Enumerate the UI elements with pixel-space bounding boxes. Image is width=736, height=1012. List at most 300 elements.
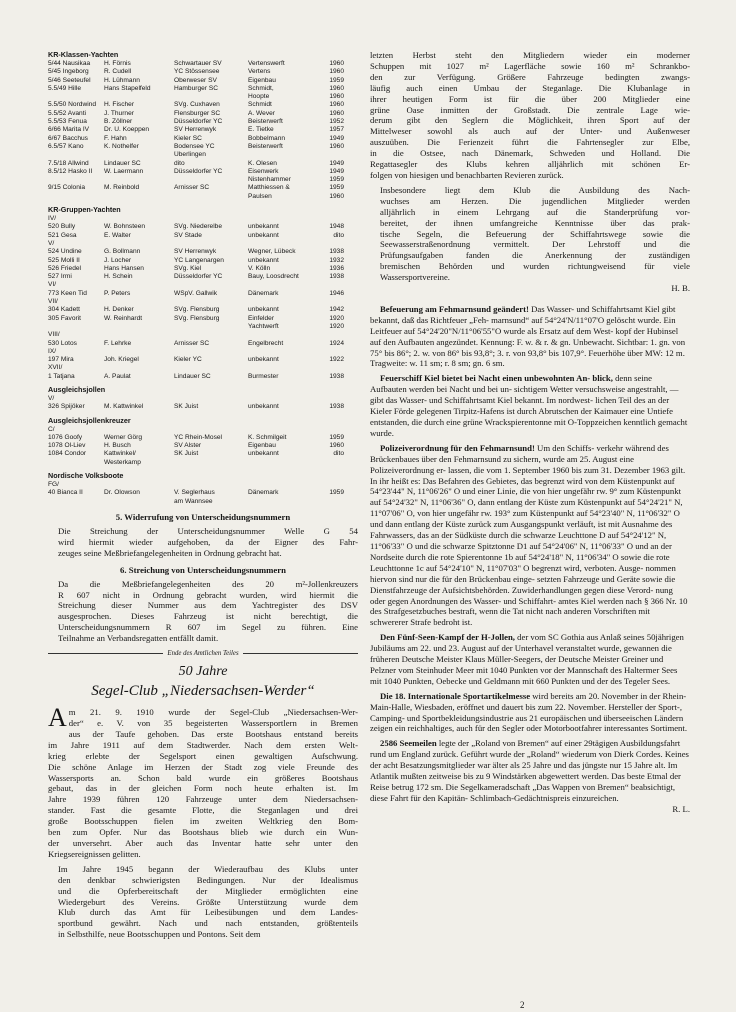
notice-sports-fair: [370, 691, 690, 735]
table-row: [48, 193, 358, 201]
text-line: ihrer heutigen Form ist für die über 200 Mitglieder eine: [370, 93, 690, 104]
text-line: der unversehrt. Aber auch das Inventar hatte sehr unter den: [48, 837, 358, 848]
table-cell: J. Thurner: [104, 109, 134, 117]
table-cell: 1960: [329, 192, 344, 200]
table-cell: Überlingen: [174, 151, 206, 159]
article-title-years: 50 Jahre: [178, 664, 228, 680]
table-cell: [48, 498, 104, 506]
text-line: aus Anlaß seines 50jährigen Jubiläums am 22. und 23. August: [370, 632, 684, 654]
table-cell: M. Kattwinkel: [104, 403, 144, 411]
table-cell: A. Wever: [248, 109, 275, 117]
notice-3-body: [370, 443, 688, 628]
text-line: Küstenpunkt auf 54°24'21" N, 11°07'06" O, von hier ungefähr: [370, 497, 683, 519]
table-cell: Oberweser SV: [174, 76, 217, 84]
table-cell: 524 Undine: [48, 248, 82, 256]
table-row: [48, 434, 358, 442]
table-cell: 1949: [329, 167, 344, 175]
table-cell: SV Stade: [174, 231, 202, 239]
table-cell: W. Laermann: [104, 167, 144, 175]
table-cell: dito: [333, 450, 344, 458]
table-cell: Arnisser SC: [174, 339, 210, 347]
text-line: nommen hiervon sind nur die für den Brückenbau einge-: [370, 562, 676, 584]
table-cell: unbekannt: [248, 403, 279, 411]
text-line: Unterscheidungsnummern R 607 im Segel zu führen. Eine: [58, 622, 358, 633]
table-cell: WSpV. Gallwik: [174, 289, 217, 297]
table-cell: Hoopte: [248, 93, 270, 101]
table-cell: [318, 331, 344, 339]
table-cell: 1960: [329, 142, 344, 150]
article-paragraph-2: [48, 864, 358, 940]
text-line: Um den Schiffs-: [537, 442, 595, 453]
table-cell: Schwartauer SV: [174, 60, 222, 67]
text-line: derum gibt den Seglern die Möglichkeit, ihren Sport auf der: [370, 115, 690, 126]
table-cell: K. Nothelfer: [104, 142, 139, 150]
table-cell: SV Herrenwyk: [174, 126, 217, 134]
table-cell: Vertens: [248, 68, 271, 76]
table-cell: Dänemark: [248, 289, 279, 297]
table-cell: R. Cudell: [104, 68, 132, 76]
table-row: [48, 257, 358, 265]
table-cell: W. Bohnsteen: [104, 223, 146, 231]
text-line: letzten Herbst steht den Mitgliedern wieder ein moderner: [370, 50, 690, 60]
text-line: Da die Meßbriefangelegenheiten des 20 m²-Jollenkreuzers: [58, 578, 358, 589]
table-row: [48, 232, 358, 240]
table-cell: VI/: [48, 281, 57, 289]
table-cell: [104, 215, 174, 223]
table-row: [48, 450, 358, 458]
table-cell: 1938: [329, 403, 344, 411]
text-line: Camping- und Sportbekleidungsindustrie aus 21 europäischen: [370, 712, 586, 723]
table-cell: 1960: [329, 84, 344, 92]
article-continuation-2: [370, 185, 690, 283]
table-cell: VII/: [48, 298, 58, 306]
table-cell: 326 Spijöker: [48, 403, 85, 411]
table-cell: M. Reinbold: [104, 184, 140, 192]
table-cell: 1957: [329, 126, 344, 134]
table-cell: [248, 459, 318, 467]
table-cell: [248, 331, 318, 339]
text-line: folgen von hiesigen und benachbarten Revieren zurück.: [370, 169, 564, 180]
table-row: [48, 60, 358, 68]
notice-3-heading: Polizeiverordnung für den Fehmarnsund!: [380, 442, 535, 453]
text-line: 29tägigen Ausbildungsfahrt rund um England zurück. Geführt: [370, 738, 681, 760]
table-cell: Flensburger SC: [174, 109, 221, 117]
table-cell: XVII/: [48, 364, 63, 372]
text-line: wird von dem Küstenpunkt auf 54°23'44" N, 11°06'26" O und: [370, 475, 675, 497]
end-note-text: Ende des Amtlichen Teiles: [167, 650, 239, 658]
table-cell: [104, 348, 174, 356]
table-cell: Wegner, Lübeck: [248, 248, 296, 256]
table-cell: 1084 Condor: [48, 450, 87, 458]
table-cell: Hans Hansen: [104, 264, 144, 272]
table-row: [48, 135, 358, 143]
table-cell: 1960: [329, 93, 344, 101]
table-cell: [248, 151, 318, 159]
table-cell: A. Paulat: [104, 372, 131, 380]
table-cell: Dr. Olowson: [104, 489, 140, 497]
table-cell: 1078 Ol-Liev: [48, 442, 86, 450]
table-row: [48, 77, 358, 85]
table-cell: 1960: [329, 442, 344, 450]
table-cell: [248, 240, 318, 248]
table-row: [48, 265, 358, 273]
notice-2-heading-cont: blick,: [592, 373, 613, 384]
table-cell: Lindauer SC: [174, 372, 211, 380]
text-line: tische Segeln, die Befeuerung der Schiffahrtswege sowie die: [380, 228, 690, 239]
table-cell: [318, 364, 344, 372]
text-line: von Bremen“ beabsichtigt, diese Fahrt für den Kapitän-: [370, 782, 676, 803]
text-line: und die schwarze Spitztonne D1 auf 54°24'06" N, 11°06'33" O: [412, 540, 634, 551]
text-line: verkehr während des Brückenbaues über den Fehmarnsund: [370, 442, 669, 464]
text-line: gebaut, das in der gleichen Form noch heute erhalten ist. Im: [48, 783, 358, 794]
table-cell: Düsseldorfer YC: [174, 167, 223, 175]
table-cell: [104, 151, 174, 159]
table-row: [48, 176, 358, 184]
text-line: Das Wasser- und: [531, 303, 590, 314]
table-row: [48, 223, 358, 231]
table-cell: Matthiessen &: [248, 184, 290, 192]
table-cell: [248, 348, 318, 356]
table-row: [48, 290, 358, 298]
table-cell: [318, 426, 344, 434]
table-cell: [174, 193, 248, 201]
table-row: [48, 215, 358, 223]
table-cell: 5/45 Ingeborg: [48, 68, 89, 76]
text-line: auf 54°24'20"N/11°06'55"O wurde als Ersatz auf dem West-: [401, 325, 614, 336]
table-cell: Nistenhammer: [248, 176, 291, 184]
section-5-title: 5. Widerrufung von Unterscheidungsnummern: [115, 511, 291, 522]
table-cell: SVg. Flensburg: [174, 314, 220, 322]
table-cell: 525 Molli II: [48, 256, 80, 264]
text-line: bereitet, der ihnen umfangreiche Kenntnisse über das prak-: [380, 217, 690, 228]
article-signature: H. B.: [671, 283, 690, 294]
table-row: [48, 160, 358, 168]
text-line: vor der Mannschaft des Haltermer Sees mit 1040 Punkten, Oebecke: [370, 664, 678, 686]
table-cell: V/: [48, 239, 55, 247]
text-line: und die Opferbereitschaft der Mitglieder ermöglichten eine: [58, 885, 358, 896]
table-row: [48, 426, 358, 434]
table-row: [48, 315, 358, 323]
text-line: R 607 nicht in Ordnung gebracht wurden, wird hiermit die: [58, 589, 358, 600]
notice-6-signature: R. L.: [672, 803, 690, 814]
text-line: stander. Fast die gesamte Flotte, die Steganlagen und drei: [48, 805, 358, 816]
end-of-official-note: [48, 650, 358, 657]
text-line: wuchses am Herzen. Die jugendlichen Mitglieder werden: [380, 195, 690, 206]
table-cell: [48, 323, 104, 331]
table-cell: [174, 281, 248, 289]
table-cell: 1960: [329, 60, 344, 67]
notice-4-heading: Den Fünf-Seen-Kampf der H-Jollen,: [380, 632, 515, 643]
table-cell: 1952: [329, 118, 344, 126]
yacht-register-tables: [48, 50, 358, 506]
text-line: 2. w. von 86° bis 93,8°; 3. r. von 93,8° bis 107,9°. Feuerhöhe: [411, 347, 626, 358]
table-cell: YC Stössensee: [174, 68, 220, 76]
table-row: [48, 184, 358, 192]
table-cell: Joh. Kriegel: [104, 356, 139, 364]
table-cell: Bauy, Loosdrecht: [248, 273, 299, 281]
table-cell: 197 Mira: [48, 356, 74, 364]
table-cell: 1938: [329, 372, 344, 380]
rule-right: [243, 653, 358, 654]
table-cell: [318, 281, 344, 289]
table-row: [48, 240, 358, 248]
text-line: der vom SC Gothia: [517, 632, 585, 643]
text-line: dann entlang der Küste zurück zum Ausgangspunkt verläuft,: [383, 519, 596, 530]
table-cell: Eisenwerk: [248, 167, 279, 175]
table-cell: [248, 298, 318, 306]
table-cell: 1922: [329, 356, 344, 364]
table-cell: YC Rhein-Mosel: [174, 433, 223, 441]
table-row: [48, 151, 358, 159]
table-cell: 1960: [329, 68, 344, 76]
text-line: Greiner und Pelzner vom Steinhuder Meer mit 1040 Punkten: [370, 654, 664, 675]
table-row: [48, 459, 358, 467]
table-cell: V/: [48, 394, 55, 402]
text-line: schwererer Strafe bedroht ist.: [370, 617, 473, 628]
table-cell: 1920: [329, 322, 344, 330]
table-row: [48, 331, 358, 339]
table-cell: [104, 240, 174, 248]
table-cell: E. Walter: [104, 231, 131, 239]
table-row: [48, 356, 358, 364]
notice-6-heading: 2586 Seemeilen: [380, 738, 437, 749]
article-paragraph-1: [48, 703, 358, 860]
table-cell: [248, 395, 318, 403]
table-heading-ausgleich-kreuzer: Ausgleichsjollenkreuzer: [48, 415, 131, 425]
table-cell: dito: [333, 231, 344, 239]
text-line: Die Streichung der Unterscheidungsnummer Welle G 54: [58, 525, 358, 536]
text-line: nung oder gegen Anordnungen des Wasser- und Schiffahrt-: [370, 584, 673, 606]
notice-fehmarnsund-light: [370, 304, 690, 369]
text-line: Seewasserstraßenordnung vermittelt. Der Lehrstoff und die: [380, 239, 690, 250]
table-cell: Bobbelmann: [248, 134, 286, 142]
table-cell: [174, 93, 248, 101]
table-ausgleich-kreuzer: [48, 426, 358, 467]
table-cell: unbekannt: [248, 356, 279, 364]
table-cell: am Wannsee: [174, 497, 213, 505]
text-line: den Segler oder Motorbootfahrer interessantes Sortiment.: [485, 723, 687, 734]
table-cell: H. Lühmann: [104, 76, 140, 84]
text-line: Wassersports an. Schon bald wurde ein größeres Bootshaus: [48, 772, 358, 783]
text-line: wird hiermit wieder aufgehoben, da der Eigner des Fahr-: [58, 536, 358, 547]
table-cell: [248, 481, 318, 489]
table-cell: 1959: [329, 489, 344, 497]
table-cell: F. Hahn: [104, 134, 127, 142]
table-row: [48, 101, 358, 109]
text-line: kopf der Hubinsel auf den Aufbauten angezündet. Kennung:: [370, 325, 679, 347]
text-line: gilt. In ihr heißt es: Das Befahren des Gebietes, das begrenzt: [370, 464, 686, 486]
table-cell: 1959: [329, 433, 344, 441]
table-row: [48, 93, 358, 101]
text-line: lassen, die vom 1. September 1960 bis zum 31. Dezember 1963: [445, 464, 670, 475]
notice-roland-voyage: [370, 738, 690, 803]
table-cell: unbekannt: [248, 223, 279, 231]
table-cell: Kattwinkel/: [104, 450, 136, 458]
right-column: [370, 50, 690, 815]
text-line: Wiedergeburt des Vereins. Größte Unterstützung wurde dem: [58, 896, 358, 907]
table-cell: [104, 193, 174, 201]
table-cell: [104, 93, 174, 101]
table-ausgleich: [48, 395, 358, 412]
text-line: sichtigem Wetter versuchsweise angestrahlt, — gibt das: [370, 384, 679, 406]
table-cell: Eigenbau: [248, 76, 276, 84]
article-title-club: Segel-Club „Niedersachsen-Werder“: [91, 683, 315, 700]
table-row: [48, 481, 358, 489]
table-cell: [318, 395, 344, 403]
text-line: durch die schwarze Leuchttone D auf 54°24'12" N, 11°06'33" O: [370, 530, 667, 551]
table-row: [48, 273, 358, 281]
table-cell: 1942: [329, 306, 344, 314]
table-cell: SV Herrenwyk: [174, 248, 217, 256]
table-kr-klassen: [48, 60, 358, 201]
table-cell: [318, 215, 344, 223]
table-row: [48, 281, 358, 289]
table-cell: 1960: [329, 109, 344, 117]
table-row: [48, 395, 358, 403]
text-line: Prüfungsaufgaben fanden die Anerkennung der zuständigen: [380, 250, 690, 261]
table-cell: K. Schmilgeit: [248, 433, 287, 441]
notice-five-lakes: [370, 632, 690, 687]
text-line: läufig auch einen Umbau der Steganlage. Die Klubanlage in: [370, 82, 690, 93]
table-cell: C/: [48, 425, 55, 433]
table-cell: [48, 93, 104, 101]
table-cell: [48, 176, 104, 184]
text-line: im Jahre 1911 auf dem Stadtwerder. Nach dem ersten Welt-: [48, 739, 358, 750]
table-cell: SVg. Kiel: [174, 264, 202, 272]
table-cell: 1959: [329, 184, 344, 192]
table-cell: V. Kölln: [248, 264, 271, 272]
left-column: [48, 48, 358, 944]
table-cell: 1924: [329, 339, 344, 347]
page-number: 2: [520, 1000, 525, 1010]
table-cell: 5.5/52 Avanti: [48, 109, 87, 117]
text-line: und überseeischen Ländern zeigen ein reichhaltiges, auch für: [370, 712, 684, 734]
text-line: ausgesprochen. Dieses Fahrzeug ist nicht berechtigt, die: [58, 611, 358, 622]
table-cell: [104, 364, 174, 372]
table-cell: [104, 323, 174, 331]
notice-police-regulation: [370, 443, 690, 628]
table-cell: E. Tietke: [248, 126, 274, 134]
table-cell: 304 Kadett: [48, 306, 80, 314]
table-cell: [174, 348, 248, 356]
table-cell: Burmester: [248, 372, 279, 380]
text-line: wurde der „Roland“ wiederum von Dierk Cordes. Keines der: [370, 749, 689, 771]
table-cell: Kieler SC: [174, 134, 202, 142]
text-line: sportbund gewährt. Nach und nach entstanden, größtenteils: [58, 918, 358, 929]
table-heading-ausgleich: Ausgleichsjollen: [48, 384, 106, 394]
section-6-body: [48, 579, 358, 644]
text-line: grüne Oase inmitten der Großstadt. Die zentrale Lage wie-: [370, 104, 690, 115]
text-line: rw. 193° zum Küstenpunkt auf 54°23'40" N, 11°06'32" O und: [370, 508, 680, 530]
table-cell: [318, 481, 344, 489]
table-cell: 1948: [329, 223, 344, 231]
text-line: und an der Nordseite durch die rote Spierentonne 1b auf: [370, 540, 672, 562]
table-cell: 1076 Goofy: [48, 433, 83, 441]
text-line: Reise betrug 172 sm. Die Segelkameradschaft „Das Wappen: [370, 782, 580, 792]
table-row: [48, 143, 358, 151]
text-line: aus der Taufe gehoben. Das erste Bootshaus entstand bereits: [68, 728, 358, 739]
table-cell: F. Lehrke: [104, 339, 132, 347]
text-line: kenntlich gemacht wurde.: [370, 417, 688, 438]
table-cell: IX/: [48, 347, 57, 355]
text-line: lichen Teil des an der Kieler Förde gelegenen Tirpitz-Hafens: [370, 395, 670, 417]
table-cell: Hamburger SC: [174, 84, 218, 92]
text-line: in Selbsthilfe, neue Bootsschuppen und Pontons. Seit dem: [58, 929, 261, 940]
table-cell: Bodensee YC: [174, 142, 215, 150]
table-row: [48, 364, 358, 372]
table-row: [48, 442, 358, 450]
table-cell: [248, 498, 318, 506]
table-cell: 9/15 Colonia: [48, 184, 86, 192]
text-line: der“ e. V. von 35 begeisterten Wassersportlern in Bremen: [68, 718, 358, 729]
text-line: legte der „Roland von Bremen“ auf einer: [438, 738, 582, 749]
table-cell: 8.5/12 Hasko II: [48, 167, 93, 175]
text-line: denn seine Aufbauten werden bei Nacht und bei un-: [370, 373, 652, 395]
table-cell: [104, 395, 174, 403]
table-cell: Eigenbau: [248, 442, 276, 450]
text-line: Aufsichtsbehörden. Zuwiderhandlungen gegen diese Verord-: [440, 584, 654, 595]
table-cell: YC Langenargen: [174, 256, 224, 264]
table-cell: [174, 298, 248, 306]
table-cell: SK Juist: [174, 450, 199, 458]
table-cell: 1949: [329, 134, 344, 142]
text-line: 54°24'18" N, 11°06'34" O sowie die rote Leuchttonne 1c auf: [370, 551, 670, 573]
table-cell: SVg. Cuxhaven: [174, 101, 220, 109]
notice-5-heading: Die 18. Internationale Sportartikelmesse: [380, 690, 531, 701]
table-cell: 7.5/18 Allwind: [48, 159, 89, 167]
table-cell: 773 Keen Tid: [48, 289, 87, 297]
rule-left: [48, 653, 163, 654]
table-cell: 1 Tatjana: [48, 372, 75, 380]
table-cell: Lindauer SC: [104, 159, 141, 167]
notice-lightship-kiel: [370, 373, 690, 438]
text-line: Schlimbach-Gedächtnispreis einzureichen.: [467, 792, 619, 803]
text-line: ben zum Opfer. Nur das Bootshaus blieb wie durch ein Wun-: [48, 827, 358, 838]
table-cell: 6.5/57 Kano: [48, 142, 84, 150]
text-line: Regattasegler des Klubs kehren alljährlich mit schönen Er-: [370, 159, 690, 170]
table-row: [48, 306, 358, 314]
table-cell: Dänemark: [248, 489, 279, 497]
table-cell: 526 Friedel: [48, 264, 81, 272]
table-cell: H. Schein: [104, 273, 133, 281]
table-cell: 5.5/53 Fenua: [48, 118, 87, 126]
text-line: jüngste nur 15 Jahre alt. Im Atlantik mußten zeitweise bis: [370, 760, 678, 782]
text-line: Mittelweser sowohl als auch auf der Unter- und Außenweser: [370, 126, 690, 137]
section-6-title: 6. Streichung von Unterscheidungsnummern: [120, 564, 286, 575]
text-line: acht Besatzungsmitglieder war älter als 25 Jahre und das: [381, 760, 581, 771]
table-row: [48, 126, 358, 134]
text-line: den zur Verfügung. Größere Fahrzeuge bedingten zwangs-: [370, 71, 690, 82]
text-line: zu 9 Windstärken abgewettert werden. Das beste Etmal der: [473, 771, 681, 782]
table-cell: 1960: [329, 101, 344, 109]
table-cell: J. Locher: [104, 256, 132, 264]
text-line: Insbesondere liegt dem Klub die Ausbildung des Nach-: [380, 184, 690, 195]
text-line: auf der Unterhavel veranstaltet wurde, gewannen die früheren: [370, 643, 672, 665]
text-line: Jahre 1939 führen 120 Fahrzeuge unter dem Niedersachsen-: [48, 794, 358, 805]
table-cell: [318, 348, 344, 356]
table-row: [48, 298, 358, 306]
table-cell: B. Zöllner: [104, 118, 133, 126]
table-cell: [174, 364, 248, 372]
table-cell: [174, 323, 248, 331]
table-cell: 527 Irmi: [48, 273, 72, 281]
table-cell: unbekannt: [248, 256, 279, 264]
table-cell: G. Bollmann: [104, 248, 141, 256]
table-cell: [174, 176, 248, 184]
table-cell: [318, 298, 344, 306]
text-line: m 21. 9. 1910 wurde der Segel-Club „Niedersachsen-Wer-: [68, 707, 358, 718]
table-cell: [174, 481, 248, 489]
